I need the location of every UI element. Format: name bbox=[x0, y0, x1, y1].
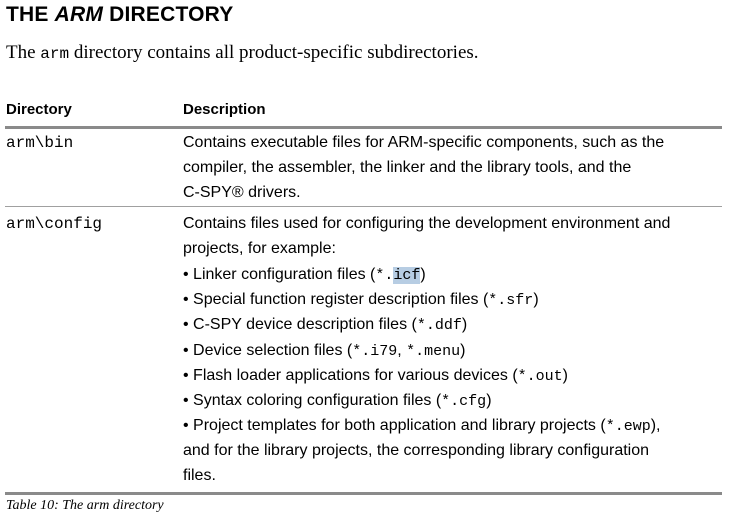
description-line: C-SPY® drivers. bbox=[183, 184, 301, 201]
description-line: files. bbox=[183, 467, 216, 484]
bullet-text: • Special function register description files ( bbox=[183, 291, 489, 308]
bullet-close: ) bbox=[461, 316, 468, 333]
file-ext-code: *.menu bbox=[406, 343, 461, 360]
bullet-item bbox=[183, 391, 492, 412]
column-header-description: Description bbox=[183, 101, 266, 118]
header-rule bbox=[5, 126, 722, 129]
file-ext-code: *.icf bbox=[375, 267, 421, 284]
bullet-text: • Device selection files ( bbox=[183, 342, 353, 359]
table-caption: Table 10: The arm directory bbox=[6, 498, 164, 513]
bullet-close: ) bbox=[562, 367, 568, 384]
bullet-item bbox=[183, 366, 568, 387]
description-line: projects, for example: bbox=[183, 240, 336, 257]
section-heading bbox=[6, 3, 233, 27]
description-line: compiler, the assembler, the linker and the library tools, and the bbox=[183, 159, 632, 176]
bullet-close: ), bbox=[650, 417, 661, 434]
bullet-close: ) bbox=[420, 266, 426, 283]
intro-paragraph bbox=[6, 42, 479, 64]
heading-prefix: THE bbox=[6, 3, 55, 26]
file-ext-code: *.ddf bbox=[416, 317, 462, 334]
column-header-directory: Directory bbox=[6, 101, 72, 118]
table-bottom-rule bbox=[5, 492, 722, 495]
description-line: Contains executable files for ARM-specific components, such as the bbox=[183, 134, 665, 151]
bullet-text: • Linker configuration files ( bbox=[183, 266, 376, 283]
file-ext-code: *.ewp bbox=[605, 418, 651, 435]
bullet-item bbox=[183, 290, 539, 311]
bullet-close: ) bbox=[533, 291, 539, 308]
intro-before: The bbox=[6, 42, 41, 63]
bullet-separator: , bbox=[397, 342, 407, 359]
bullet-text: • Project templates for both application and library projects ( bbox=[183, 417, 606, 434]
bullet-close: ) bbox=[486, 392, 492, 409]
bullet-item bbox=[183, 315, 467, 336]
bullet-item bbox=[183, 341, 465, 362]
bullet-text: • C-SPY device description files ( bbox=[183, 316, 417, 333]
directory-cell-config: arm\config bbox=[6, 215, 103, 233]
directory-cell-bin: arm\bin bbox=[6, 134, 74, 152]
intro-after: directory contains all product-specific subdirectories. bbox=[69, 42, 479, 63]
description-line: and for the library projects, the corresponding library configuration bbox=[183, 442, 650, 459]
file-ext-code: *.i79 bbox=[352, 343, 398, 360]
highlighted-selection: icf bbox=[393, 267, 421, 284]
bullet-item bbox=[183, 416, 661, 437]
file-ext-code: *.sfr bbox=[488, 292, 534, 309]
bullet-item bbox=[183, 265, 426, 286]
bullet-text: • Flash loader applications for various devices ( bbox=[183, 367, 518, 384]
file-ext-code: *.cfg bbox=[441, 393, 487, 410]
bullet-close: ) bbox=[460, 342, 466, 359]
bullet-text: • Syntax coloring configuration files ( bbox=[183, 392, 442, 409]
heading-italic: ARM bbox=[54, 3, 104, 26]
description-line: Contains files used for configuring the development environment and bbox=[183, 215, 671, 232]
intro-code: arm bbox=[40, 45, 70, 63]
heading-suffix: DIRECTORY bbox=[103, 3, 234, 26]
row-divider bbox=[5, 206, 722, 207]
file-ext-code: *.out bbox=[517, 368, 563, 385]
